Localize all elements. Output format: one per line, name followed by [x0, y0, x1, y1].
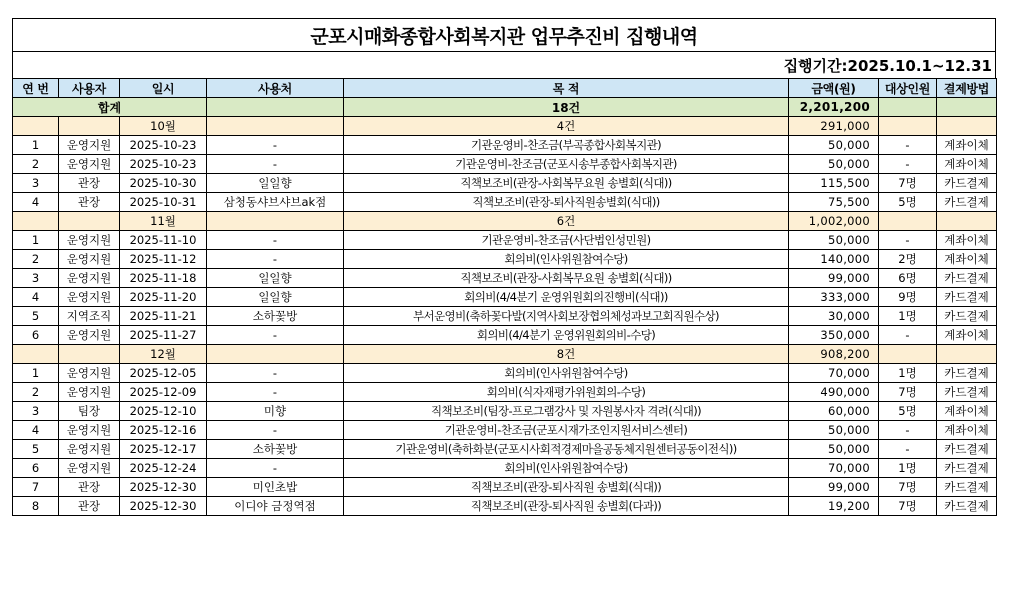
table-row — [13, 250, 997, 269]
month-label: 10월 — [120, 117, 207, 136]
row-place: 일일향 — [207, 174, 344, 193]
row-no: 3 — [13, 269, 59, 288]
row-people: 7명 — [879, 478, 937, 497]
total-amount: 2,201,200 — [789, 98, 879, 117]
row-user: 운영지원 — [59, 269, 120, 288]
row-purpose: 기관운영비(축하화분(군포시사회적경제마을공동체지원센터공동이전식)) — [344, 440, 789, 459]
row-people: 2명 — [879, 250, 937, 269]
row-date: 2025-12-17 — [120, 440, 207, 459]
row-payment: 카드결제 — [937, 383, 997, 402]
month-count: 8건 — [344, 345, 789, 364]
row-payment: 계좌이체 — [937, 402, 997, 421]
row-people: 6명 — [879, 269, 937, 288]
month-place — [207, 117, 344, 136]
row-date: 2025-12-10 — [120, 402, 207, 421]
row-amount: 99,000 — [789, 269, 879, 288]
row-no: 8 — [13, 497, 59, 516]
row-purpose: 직책보조비(관장-퇴사직원송별회(식대)) — [344, 193, 789, 212]
total-label: 합계 — [13, 98, 207, 117]
row-no: 2 — [13, 383, 59, 402]
month-no — [13, 212, 59, 231]
row-purpose: 회의비(인사위원참여수당) — [344, 250, 789, 269]
row-no: 6 — [13, 326, 59, 345]
row-place: 소하꽃방 — [207, 440, 344, 459]
row-user: 관장 — [59, 497, 120, 516]
row-user: 운영지원 — [59, 440, 120, 459]
row-amount: 115,500 — [789, 174, 879, 193]
table-row — [13, 193, 997, 212]
total-count: 18건 — [344, 98, 789, 117]
row-amount: 19,200 — [789, 497, 879, 516]
header-no: 연 번 — [13, 79, 59, 98]
row-place: 일일향 — [207, 269, 344, 288]
row-people: 5명 — [879, 193, 937, 212]
month-place — [207, 345, 344, 364]
row-purpose: 회의비(4/4분기 운영위원회의진행비(식대)) — [344, 288, 789, 307]
month-subtotal-row — [13, 345, 997, 364]
row-payment: 계좌이체 — [937, 231, 997, 250]
month-payment — [937, 345, 997, 364]
row-people: 7명 — [879, 174, 937, 193]
row-people: 5명 — [879, 402, 937, 421]
row-amount: 75,500 — [789, 193, 879, 212]
month-user — [59, 117, 120, 136]
row-purpose: 직책보조비(팀장-프로그램강사 및 자원봉사자 격려(식대)) — [344, 402, 789, 421]
header-purpose: 목 적 — [344, 79, 789, 98]
row-date: 2025-10-30 — [120, 174, 207, 193]
row-people: 1명 — [879, 307, 937, 326]
spreadsheet — [12, 18, 996, 516]
row-user: 운영지원 — [59, 326, 120, 345]
row-amount: 50,000 — [789, 440, 879, 459]
total-payment — [937, 98, 997, 117]
row-payment: 카드결제 — [937, 307, 997, 326]
row-purpose: 직책보조비(관장-사회복무요원 송별회(식대)) — [344, 269, 789, 288]
row-user: 운영지원 — [59, 250, 120, 269]
header-place: 사용처 — [207, 79, 344, 98]
month-people — [879, 212, 937, 231]
row-date: 2025-11-20 — [120, 288, 207, 307]
row-date: 2025-12-30 — [120, 497, 207, 516]
row-date: 2025-11-21 — [120, 307, 207, 326]
row-date: 2025-12-30 — [120, 478, 207, 497]
row-no: 3 — [13, 174, 59, 193]
table-row — [13, 478, 997, 497]
row-payment: 계좌이체 — [937, 421, 997, 440]
month-count: 6건 — [344, 212, 789, 231]
row-amount: 70,000 — [789, 459, 879, 478]
table-row — [13, 421, 997, 440]
row-user: 운영지원 — [59, 231, 120, 250]
table-row — [13, 459, 997, 478]
month-people — [879, 345, 937, 364]
table-row — [13, 364, 997, 383]
row-purpose: 기관운영비-찬조금(부곡종합사회복지관) — [344, 136, 789, 155]
month-amount: 1,002,000 — [789, 212, 879, 231]
row-place: 소하꽃방 — [207, 307, 344, 326]
table-row — [13, 269, 997, 288]
month-payment — [937, 117, 997, 136]
row-payment: 카드결제 — [937, 478, 997, 497]
month-amount: 291,000 — [789, 117, 879, 136]
row-no: 1 — [13, 231, 59, 250]
row-date: 2025-10-31 — [120, 193, 207, 212]
row-place: - — [207, 250, 344, 269]
row-payment: 계좌이체 — [937, 326, 997, 345]
row-people: - — [879, 155, 937, 174]
row-place: 미향 — [207, 402, 344, 421]
row-place: - — [207, 155, 344, 174]
total-people — [879, 98, 937, 117]
row-amount: 50,000 — [789, 155, 879, 174]
row-purpose: 직책보조비(관장-퇴사직원 송별회(다과)) — [344, 497, 789, 516]
month-payment — [937, 212, 997, 231]
table-row — [13, 155, 997, 174]
row-amount: 490,000 — [789, 383, 879, 402]
row-no: 4 — [13, 421, 59, 440]
row-amount: 60,000 — [789, 402, 879, 421]
row-place: - — [207, 383, 344, 402]
row-payment: 카드결제 — [937, 174, 997, 193]
row-user: 관장 — [59, 174, 120, 193]
row-purpose: 회의비(인사위원참여수당) — [344, 364, 789, 383]
month-user — [59, 345, 120, 364]
row-purpose: 직책보조비(관장-퇴사직원 송별회(식대)) — [344, 478, 789, 497]
month-place — [207, 212, 344, 231]
month-people — [879, 117, 937, 136]
row-amount: 70,000 — [789, 364, 879, 383]
row-no: 1 — [13, 364, 59, 383]
row-purpose: 회의비(4/4분기 운영위원회의비-수당) — [344, 326, 789, 345]
row-amount: 140,000 — [789, 250, 879, 269]
row-place: - — [207, 364, 344, 383]
row-payment: 계좌이체 — [937, 250, 997, 269]
header-people: 대상인원 — [879, 79, 937, 98]
row-date: 2025-11-27 — [120, 326, 207, 345]
row-user: 운영지원 — [59, 421, 120, 440]
row-amount: 333,000 — [789, 288, 879, 307]
row-place: 삼청동샤브샤브ak점 — [207, 193, 344, 212]
row-purpose: 기관운영비-찬조금(사단법인성민원) — [344, 231, 789, 250]
header-amount: 금액(원) — [789, 79, 879, 98]
row-amount: 50,000 — [789, 231, 879, 250]
row-date: 2025-11-10 — [120, 231, 207, 250]
row-payment: 카드결제 — [937, 497, 997, 516]
row-amount: 350,000 — [789, 326, 879, 345]
row-payment: 계좌이체 — [937, 136, 997, 155]
row-people: 9명 — [879, 288, 937, 307]
row-no: 3 — [13, 402, 59, 421]
table-row — [13, 497, 997, 516]
execution-period: 집행기간:2025.10.1~12.31 — [12, 52, 996, 78]
total-place — [207, 98, 344, 117]
row-amount: 99,000 — [789, 478, 879, 497]
row-place: - — [207, 459, 344, 478]
month-label: 12월 — [120, 345, 207, 364]
row-purpose: 직책보조비(관장-사회복무요원 송별회(식대)) — [344, 174, 789, 193]
document-title: 군포시매화종합사회복지관 업무추진비 집행내역 — [12, 18, 996, 52]
row-people: - — [879, 326, 937, 345]
row-no: 5 — [13, 440, 59, 459]
row-people: 1명 — [879, 459, 937, 478]
row-date: 2025-12-09 — [120, 383, 207, 402]
row-no: 4 — [13, 288, 59, 307]
row-date: 2025-10-23 — [120, 155, 207, 174]
row-people: - — [879, 231, 937, 250]
row-people: - — [879, 440, 937, 459]
expense-table — [12, 78, 997, 516]
month-label: 11월 — [120, 212, 207, 231]
row-user: 운영지원 — [59, 136, 120, 155]
table-row — [13, 402, 997, 421]
table-row — [13, 174, 997, 193]
row-user: 운영지원 — [59, 459, 120, 478]
row-payment: 카드결제 — [937, 440, 997, 459]
row-user: 운영지원 — [59, 288, 120, 307]
table-row — [13, 231, 997, 250]
row-place: 일일향 — [207, 288, 344, 307]
row-user: 관장 — [59, 193, 120, 212]
month-amount: 908,200 — [789, 345, 879, 364]
row-purpose: 기관운영비-찬조금(군포시송부종합사회복지관) — [344, 155, 789, 174]
row-payment: 카드결제 — [937, 269, 997, 288]
row-payment: 계좌이체 — [937, 155, 997, 174]
row-people: 1명 — [879, 364, 937, 383]
row-place: - — [207, 326, 344, 345]
row-date: 2025-12-24 — [120, 459, 207, 478]
row-people: 7명 — [879, 497, 937, 516]
header-row — [13, 79, 997, 98]
month-user — [59, 212, 120, 231]
row-purpose: 회의비(인사위원참여수당) — [344, 459, 789, 478]
total-row — [13, 98, 997, 117]
row-user: 운영지원 — [59, 383, 120, 402]
table-row — [13, 136, 997, 155]
row-user: 운영지원 — [59, 364, 120, 383]
row-purpose: 회의비(식자재평가위원회의-수당) — [344, 383, 789, 402]
row-payment: 카드결제 — [937, 459, 997, 478]
row-place: 이디야 금정역점 — [207, 497, 344, 516]
month-no — [13, 345, 59, 364]
row-place: - — [207, 231, 344, 250]
row-people: 7명 — [879, 383, 937, 402]
row-date: 2025-10-23 — [120, 136, 207, 155]
row-payment: 카드결제 — [937, 288, 997, 307]
table-row — [13, 440, 997, 459]
row-purpose: 기관운영비-찬조금(군포시재가조인지원서비스센터) — [344, 421, 789, 440]
row-people: - — [879, 421, 937, 440]
row-payment: 카드결제 — [937, 364, 997, 383]
row-payment: 카드결제 — [937, 193, 997, 212]
header-date: 일시 — [120, 79, 207, 98]
row-user: 운영지원 — [59, 155, 120, 174]
row-amount: 50,000 — [789, 136, 879, 155]
row-date: 2025-11-18 — [120, 269, 207, 288]
row-user: 팀장 — [59, 402, 120, 421]
row-no: 7 — [13, 478, 59, 497]
row-no: 2 — [13, 155, 59, 174]
table-row — [13, 307, 997, 326]
row-no: 6 — [13, 459, 59, 478]
row-place: - — [207, 421, 344, 440]
row-no: 5 — [13, 307, 59, 326]
row-user: 관장 — [59, 478, 120, 497]
row-amount: 30,000 — [789, 307, 879, 326]
row-place: - — [207, 136, 344, 155]
month-subtotal-row — [13, 117, 997, 136]
row-purpose: 부서운영비(축하꽃다발(지역사회보장협의체성과보고회직원수상) — [344, 307, 789, 326]
row-amount: 50,000 — [789, 421, 879, 440]
row-user: 지역조직 — [59, 307, 120, 326]
row-no: 4 — [13, 193, 59, 212]
row-no: 2 — [13, 250, 59, 269]
table-row — [13, 383, 997, 402]
row-date: 2025-11-12 — [120, 250, 207, 269]
row-date: 2025-12-16 — [120, 421, 207, 440]
header-user: 사용자 — [59, 79, 120, 98]
header-payment: 결제방법 — [937, 79, 997, 98]
month-count: 4건 — [344, 117, 789, 136]
row-date: 2025-12-05 — [120, 364, 207, 383]
row-no: 1 — [13, 136, 59, 155]
row-people: - — [879, 136, 937, 155]
month-no — [13, 117, 59, 136]
table-row — [13, 326, 997, 345]
row-place: 미인초밥 — [207, 478, 344, 497]
month-subtotal-row — [13, 212, 997, 231]
table-row — [13, 288, 997, 307]
